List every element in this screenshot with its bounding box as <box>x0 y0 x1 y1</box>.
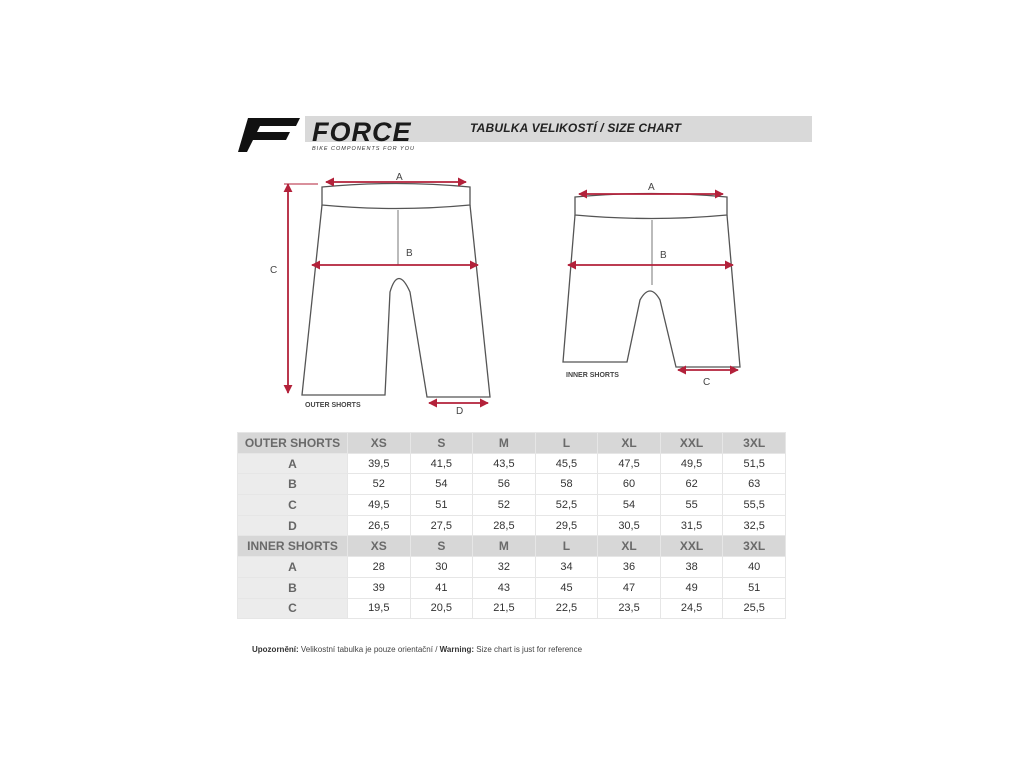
outer-label-c: C <box>270 265 278 276</box>
table-cell: 45,5 <box>535 453 598 474</box>
table-cell: 32,5 <box>723 515 786 536</box>
measurement-label: B <box>238 577 348 598</box>
table-cell: 54 <box>410 474 473 495</box>
inner-label-b: B <box>660 250 667 261</box>
table-cell: 52 <box>473 495 536 516</box>
inner-shorts-measurements <box>568 194 738 370</box>
size-header-cell: M <box>473 433 536 454</box>
table-cell: 38 <box>660 557 723 578</box>
note-text-cz: Velikostní tabulka je pouze orientační / <box>298 645 440 654</box>
table-cell: 29,5 <box>535 515 598 536</box>
table-cell: 30,5 <box>598 515 661 536</box>
table-cell: 54 <box>598 495 661 516</box>
table-cell: 47 <box>598 577 661 598</box>
table-cell: 51 <box>723 577 786 598</box>
inner-section-title: INNER SHORTS <box>238 536 348 557</box>
table-cell: 43 <box>473 577 536 598</box>
size-header-cell: XL <box>598 433 661 454</box>
table-cell: 56 <box>473 474 536 495</box>
table-cell: 21,5 <box>473 598 536 619</box>
table-cell: 40 <box>723 557 786 578</box>
table-cell: 31,5 <box>660 515 723 536</box>
table-cell: 55,5 <box>723 495 786 516</box>
table-row <box>238 495 786 516</box>
table-cell: 39,5 <box>348 453 411 474</box>
table-cell: 49,5 <box>660 453 723 474</box>
table-row <box>238 474 786 495</box>
size-header-cell: 3XL <box>723 433 786 454</box>
measurement-label: B <box>238 474 348 495</box>
inner-shorts-caption: INNER SHORTS <box>566 372 619 379</box>
table-cell: 24,5 <box>660 598 723 619</box>
table-cell: 19,5 <box>348 598 411 619</box>
note-label-cz: Upozornění: <box>252 645 299 654</box>
table-cell: 47,5 <box>598 453 661 474</box>
size-header-cell: XL <box>598 536 661 557</box>
measurement-label: A <box>238 453 348 474</box>
table-cell: 63 <box>723 474 786 495</box>
table-cell: 41 <box>410 577 473 598</box>
table-cell: 62 <box>660 474 723 495</box>
table-cell: 28,5 <box>473 515 536 536</box>
table-row <box>238 598 786 619</box>
table-cell: 28 <box>348 557 411 578</box>
table-cell: 20,5 <box>410 598 473 619</box>
brand-name: FORCE <box>312 117 412 147</box>
table-cell: 49,5 <box>348 495 411 516</box>
table-cell: 34 <box>535 557 598 578</box>
table-cell: 55 <box>660 495 723 516</box>
table-cell: 30 <box>410 557 473 578</box>
measurement-label: A <box>238 557 348 578</box>
inner-label-a: A <box>648 182 655 193</box>
table-cell: 26,5 <box>348 515 411 536</box>
note-text-en: Size chart is just for reference <box>474 645 583 654</box>
size-header-cell: XXL <box>660 433 723 454</box>
size-header-cell: S <box>410 536 473 557</box>
size-header-cell: XS <box>348 433 411 454</box>
table-cell: 27,5 <box>410 515 473 536</box>
size-header-cell: L <box>535 433 598 454</box>
note-label-en: Warning: <box>439 645 475 654</box>
measurement-label: C <box>238 598 348 619</box>
table-cell: 43,5 <box>473 453 536 474</box>
table-cell: 45 <box>535 577 598 598</box>
outer-header-row <box>238 433 786 454</box>
table-cell: 52,5 <box>535 495 598 516</box>
inner-shorts-drawing <box>563 194 740 368</box>
outer-shorts-caption: OUTER SHORTS <box>305 402 361 409</box>
table-cell: 52 <box>348 474 411 495</box>
measurement-label: D <box>238 515 348 536</box>
inner-label-c: C <box>703 377 711 388</box>
size-header-cell: XS <box>348 536 411 557</box>
table-cell: 39 <box>348 577 411 598</box>
size-header-cell: L <box>535 536 598 557</box>
table-cell: 23,5 <box>598 598 661 619</box>
outer-label-b: B <box>406 248 413 259</box>
size-header-cell: S <box>410 433 473 454</box>
table-row <box>238 577 786 598</box>
table-cell: 49 <box>660 577 723 598</box>
brand-tagline: BIKE COMPONENTS FOR YOU <box>312 146 415 152</box>
table-cell: 25,5 <box>723 598 786 619</box>
table-row <box>238 557 786 578</box>
inner-header-row <box>238 536 786 557</box>
table-cell: 51 <box>410 495 473 516</box>
outer-label-d: D <box>456 406 464 417</box>
table-cell: 22,5 <box>535 598 598 619</box>
size-header-cell: 3XL <box>723 536 786 557</box>
table-row <box>238 453 786 474</box>
table-cell: 36 <box>598 557 661 578</box>
size-chart-table <box>237 432 786 619</box>
table-cell: 51,5 <box>723 453 786 474</box>
outer-label-a: A <box>396 172 403 183</box>
table-cell: 41,5 <box>410 453 473 474</box>
disclaimer-note <box>252 645 582 654</box>
outer-shorts-drawing <box>302 184 490 398</box>
size-header-cell: M <box>473 536 536 557</box>
size-header-cell: XXL <box>660 536 723 557</box>
page-title: TABULKA VELIKOSTÍ / SIZE CHART <box>470 121 682 135</box>
table-cell: 32 <box>473 557 536 578</box>
table-cell: 60 <box>598 474 661 495</box>
table-cell: 58 <box>535 474 598 495</box>
outer-section-title: OUTER SHORTS <box>238 433 348 454</box>
table-row <box>238 515 786 536</box>
measurement-label: C <box>238 495 348 516</box>
